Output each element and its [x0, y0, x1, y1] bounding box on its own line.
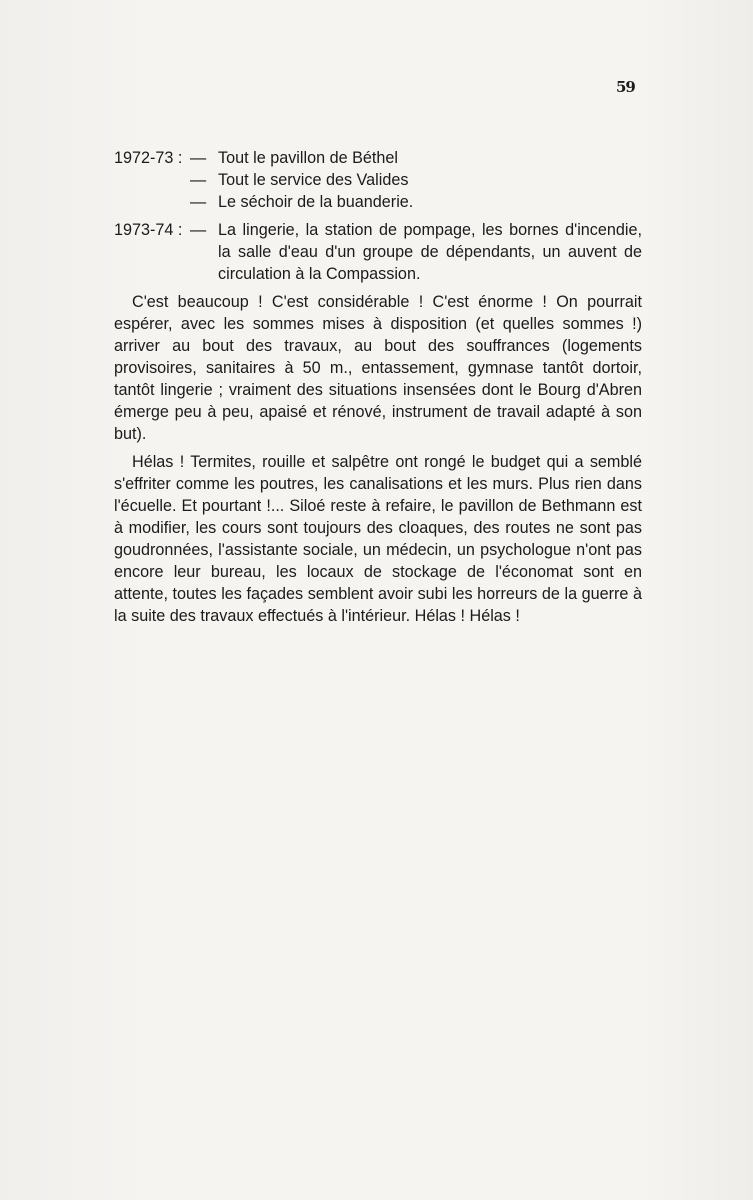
body-text — [114, 147, 642, 627]
year-spacer — [114, 169, 190, 191]
entry-line — [114, 147, 642, 169]
year-label: 1972-73 : — [114, 149, 183, 167]
dash: — — [190, 193, 207, 211]
entry-line — [114, 169, 642, 191]
entry-item: La lingerie, la station de pompage, les bornes d'incendie, la salle d'eau d'un groupe de dépendants, un auvent de circulation à la Compassion. — [218, 221, 642, 283]
paragraph: Hélas ! Termites, rouille et salpêtre ont rongé le budget qui a semblé s'effriter comme les poutres, les canalisations et les murs. Plus rien dans l'écuelle. Et pourtant !... Siloé reste à refaire, le pavillon de Bethmann est à modifier, les cours sont toujours des cloaques, des routes ne sont pas goudronnées, l'assistante sociale, un médecin, un psychologue n'ont pas encore leur bureau, les locaux de stockage de l'économat sont en attente, toutes les façades semblent avoir subi les horreurs de la guerre à la suite des travaux effectués à l'intérieur. Hélas ! Hélas ! — [114, 453, 642, 625]
page-number: 59 — [616, 78, 635, 96]
entry-item: Tout le service des Valides — [218, 171, 409, 189]
entry-item: Tout le pavillon de Béthel — [218, 149, 398, 167]
year-label: 1973-74 : — [114, 221, 183, 239]
year-spacer — [114, 191, 190, 213]
dash: — — [190, 171, 207, 189]
entry-line — [114, 219, 642, 285]
entry-item: Le séchoir de la buanderie. — [218, 193, 414, 211]
entry-line — [114, 191, 642, 213]
dash: — — [190, 221, 207, 239]
paragraph: C'est beaucoup ! C'est considérable ! C'est énorme ! On pourrait espérer, avec les sommes mises à disposition (et quelles sommes !) arriver au bout des travaux, au bout des souffrances (logements provisoires, sanitaires à 50 m., entassement, gymnase tantôt dortoir, tantôt lingerie ; vraiment des situations insensées dont le Bourg d'Abren émerge peu à peu, apaisé et rénové, instrument de travail adapté à son but). — [114, 293, 642, 443]
year-entry-1973 — [114, 219, 642, 285]
dash: — — [190, 149, 207, 167]
year-entry-1972 — [114, 147, 642, 213]
